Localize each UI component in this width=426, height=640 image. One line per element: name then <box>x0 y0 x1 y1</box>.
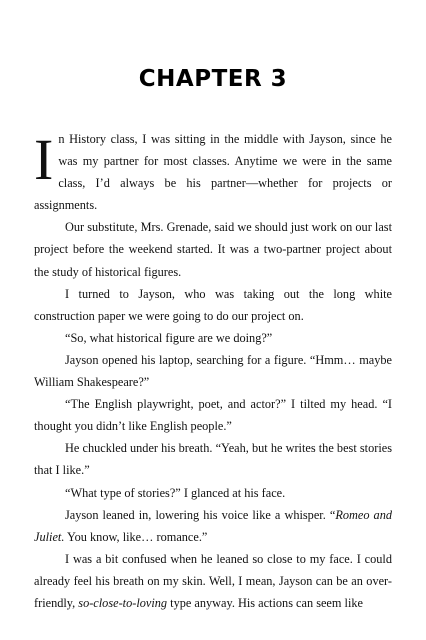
paragraph-9 <box>34 504 392 548</box>
paragraph-2: Our substitute, Mrs. Grenade, said we should just work on our last project before the weekend started. It was a two-partner project about the study of historical figures. <box>34 220 392 279</box>
chapter-title: CHAPTER 3 <box>138 66 288 92</box>
paragraph-9-lead: Jayson leaned in, lowering his voice like a whisper. “ <box>65 507 336 522</box>
paragraph-8: “What type of stories?” I glanced at his face. <box>65 485 286 500</box>
paragraph-3: I turned to Jayson, who was taking out the long white construction paper we were going to do our project on. <box>34 286 392 323</box>
paragraph-9-tail: You know, like… romance.” <box>64 529 208 544</box>
paragraph-9-italic: Romeo and Juliet. <box>34 507 393 544</box>
paragraph-1 <box>34 128 392 216</box>
paragraph-4: “So, what historical figure are we doing?” <box>65 330 273 345</box>
drop-cap: I <box>34 127 54 192</box>
paragraph-10-tail: type anyway. His actions can seem like <box>167 595 363 610</box>
paragraph-10-lead: I was a bit confused when he leaned so close to my face. I could already feel his breath on my skin. Well, I mean, Jayson can be an over-friendly, <box>34 551 392 610</box>
chapter-body <box>34 128 392 614</box>
paragraph-1-text: n History class, I was sitting in the middle with Jayson, since he was my partner for most classes. Anytime we were in the same class, I’d always be his partner—whether for projects or assignments. <box>34 132 392 213</box>
paragraph-10 <box>34 548 392 614</box>
paragraph-6: “The English playwright, poet, and actor?” I tilted my head. “I thought you didn’t like English people.” <box>34 397 392 434</box>
paragraph-7: He chuckled under his breath. “Yeah, but he writes the best stories that I like.” <box>34 441 392 478</box>
paragraph-10-italic: so-close-to-loving <box>78 595 168 610</box>
paragraph-5: Jayson opened his laptop, searching for a figure. “Hmm… maybe William Shakespeare?” <box>34 352 392 390</box>
